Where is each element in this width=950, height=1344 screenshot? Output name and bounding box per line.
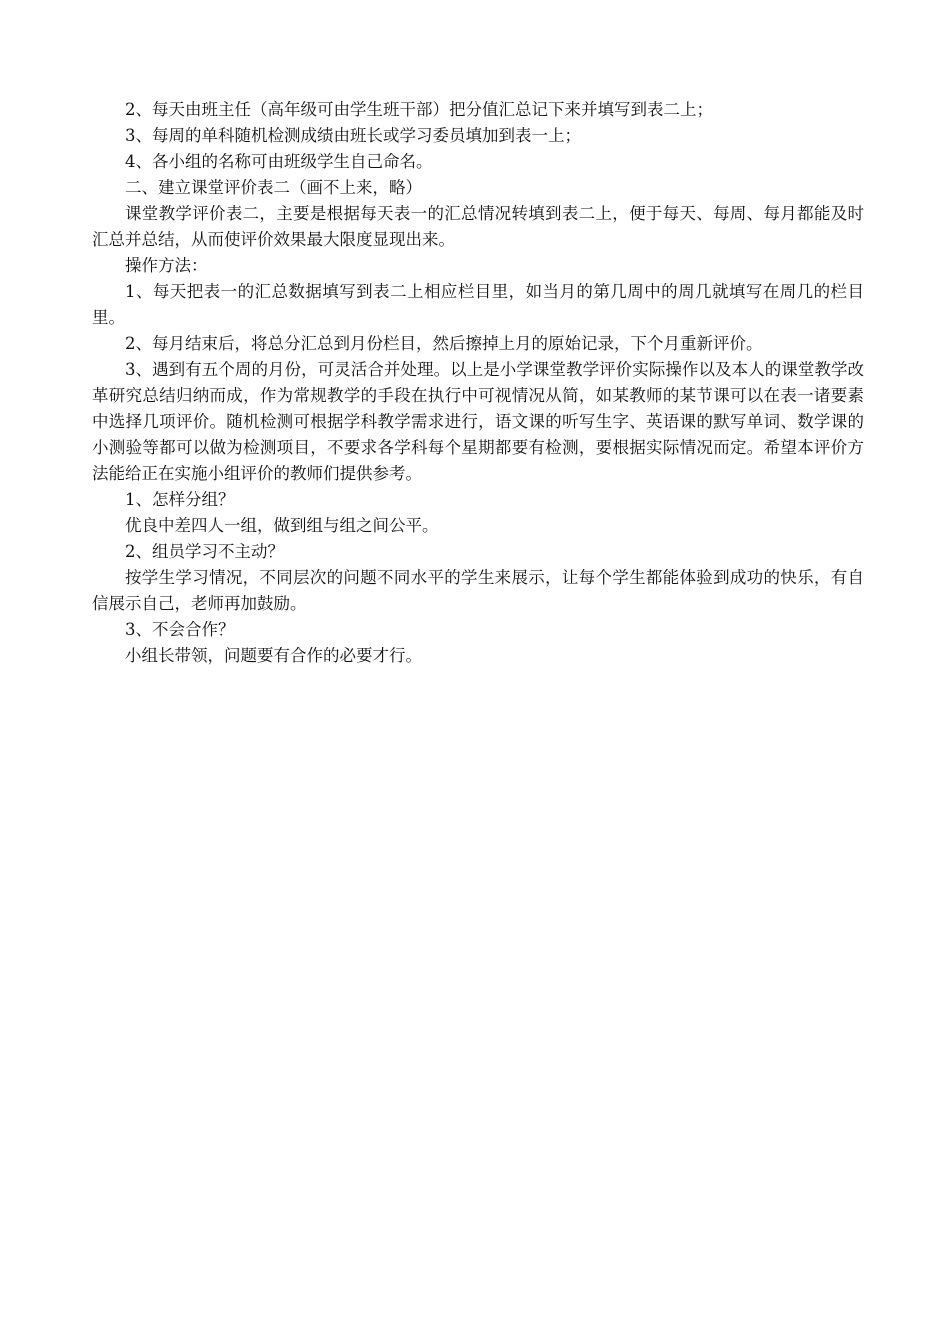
answer-grouping: 优良中差四人一组，做到组与组之间公平。 — [125, 516, 439, 535]
document-body — [92, 97, 864, 669]
question-cooperation: 3、不会合作？ — [125, 620, 235, 639]
answer-cooperation: 小组长带领，问题要有合作的必要才行。 — [125, 646, 422, 665]
paragraph-daily-summary: 2、每天由班主任（高年级可由学生班干部）把分值汇总记下来并填写到表二上； — [125, 100, 713, 119]
heading-operation-method: 操作方法： — [125, 256, 208, 275]
question-grouping: 1、怎样分组？ — [125, 490, 235, 509]
question-passive-members: 2、组员学习不主动？ — [125, 542, 284, 561]
answer-passive-members: 按学生学习情况，不同层次的问题不同水平的学生来展示，让每个学生都能体验到成功的快乐，有自信展示自己，老师再加鼓励。 — [92, 568, 864, 613]
paragraph-group-naming: 4、各小组的名称可由班级学生自己命名。 — [125, 152, 433, 171]
paragraph-weekly-test: 3、每周的单科随机检测成绩由班长或学习委员填加到表一上； — [125, 126, 581, 145]
section-heading-table-two: 二、建立课堂评价表二（画不上来，略） — [125, 178, 422, 197]
paragraph-method-step-1: 1、每天把表一的汇总数据填写到表二上相应栏目里，如当月的第几周中的周几就填写在周几的栏目里。 — [92, 282, 864, 327]
paragraph-method-step-3: 3、遇到有五个周的月份，可灵活合并处理。以上是小学课堂教学评价实际操作以及本人的课堂教学改革研究总结归纳而成，作为常规教学的手段在执行中可视情况从简，如某教师的某节课可以在表一诸要素中选择几项评价。随机检测可根据学科教学需求进行，语文课的听写生字、英语课的默写单词、数学课的小测验等都可以做为检测项目，不要求各学科每个星期都要有检测，要根据实际情况而定。希望本评价方法能给正在实施小组评价的教师们提供参考。 — [92, 360, 864, 483]
paragraph-method-step-2: 2、每月结束后，将总分汇总到月份栏目，然后擦掉上月的原始记录，下个月重新评价。 — [125, 334, 763, 353]
paragraph-table-two-description: 课堂教学评价表二，主要是根据每天表一的汇总情况转填到表二上，便于每天、每周、每月都能及时汇总并总结，从而使评价效果最大限度显现出来。 — [92, 204, 864, 249]
